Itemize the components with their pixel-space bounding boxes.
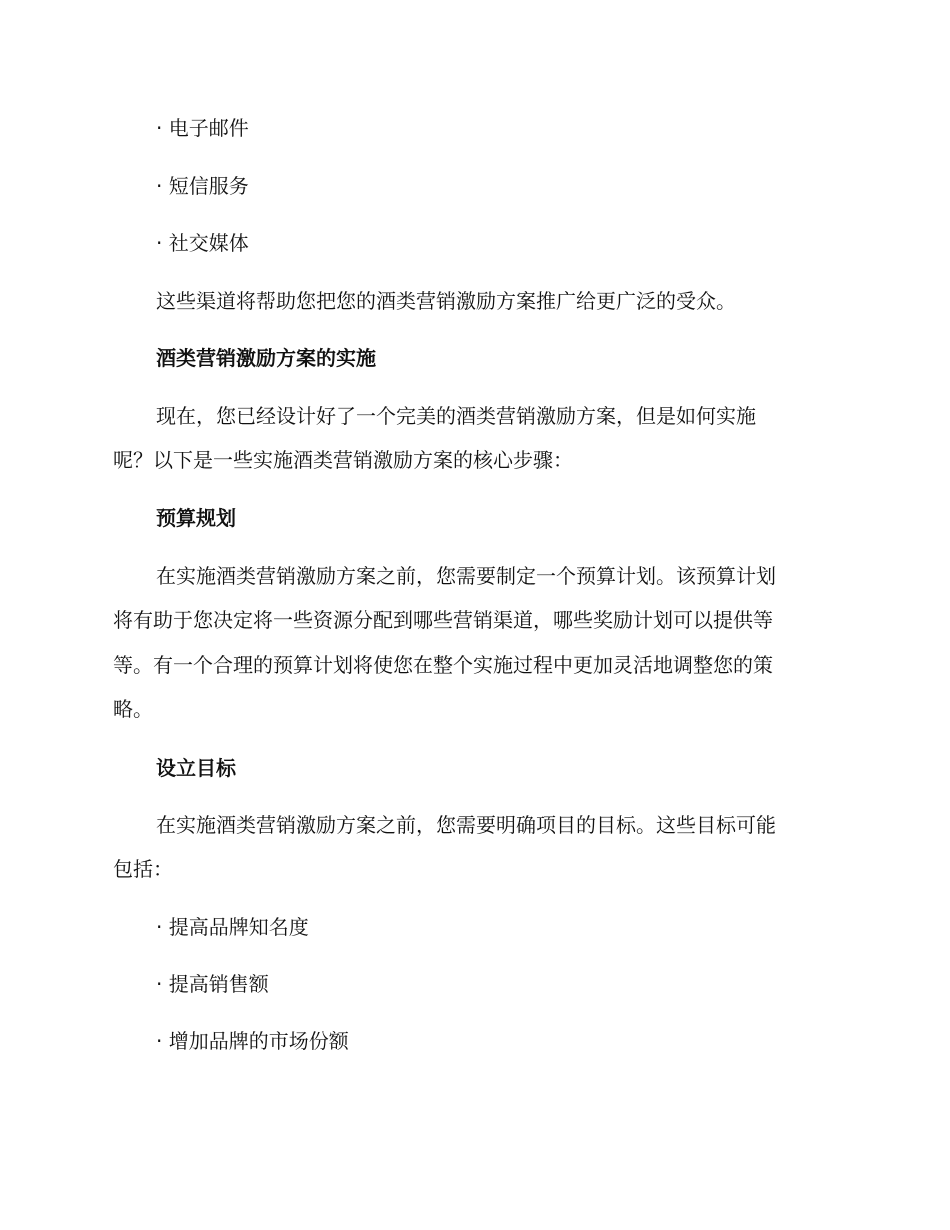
list-item: · 提高品牌知名度 (156, 915, 309, 939)
paragraph-line: 等。有一个合理的预算计划将使您在整个实施过程中更加灵活地调整您的策 (113, 653, 773, 677)
paragraph-line: 包括： (113, 857, 173, 881)
paragraph-line: 这些渠道将帮助您把您的酒类营销激励方案推广给更广泛的受众。 (156, 289, 736, 313)
list-item: · 短信服务 (156, 174, 249, 198)
list-item: · 增加品牌的市场份额 (156, 1029, 349, 1053)
paragraph-line: 在实施酒类营销激励方案之前，您需要明确项目的目标。这些目标可能 (156, 813, 776, 837)
paragraph-line: 将有助于您决定将一些资源分配到哪些营销渠道，哪些奖励计划可以提供等 (113, 608, 773, 632)
paragraph-line: 现在，您已经设计好了一个完美的酒类营销激励方案，但是如何实施 (156, 404, 756, 428)
paragraph-line: 略。 (113, 697, 153, 721)
paragraph-line: 在实施酒类营销激励方案之前，您需要制定一个预算计划。该预算计划 (156, 564, 776, 588)
section-heading: 设立目标 (156, 756, 236, 780)
list-item: · 电子邮件 (156, 116, 249, 140)
section-heading: 预算规划 (156, 506, 236, 530)
paragraph-line: 呢？以下是一些实施酒类营销激励方案的核心步骤： (113, 448, 573, 472)
list-item: · 提高销售额 (156, 972, 269, 996)
section-heading: 酒类营销激励方案的实施 (156, 346, 376, 370)
list-item: · 社交媒体 (156, 231, 249, 255)
